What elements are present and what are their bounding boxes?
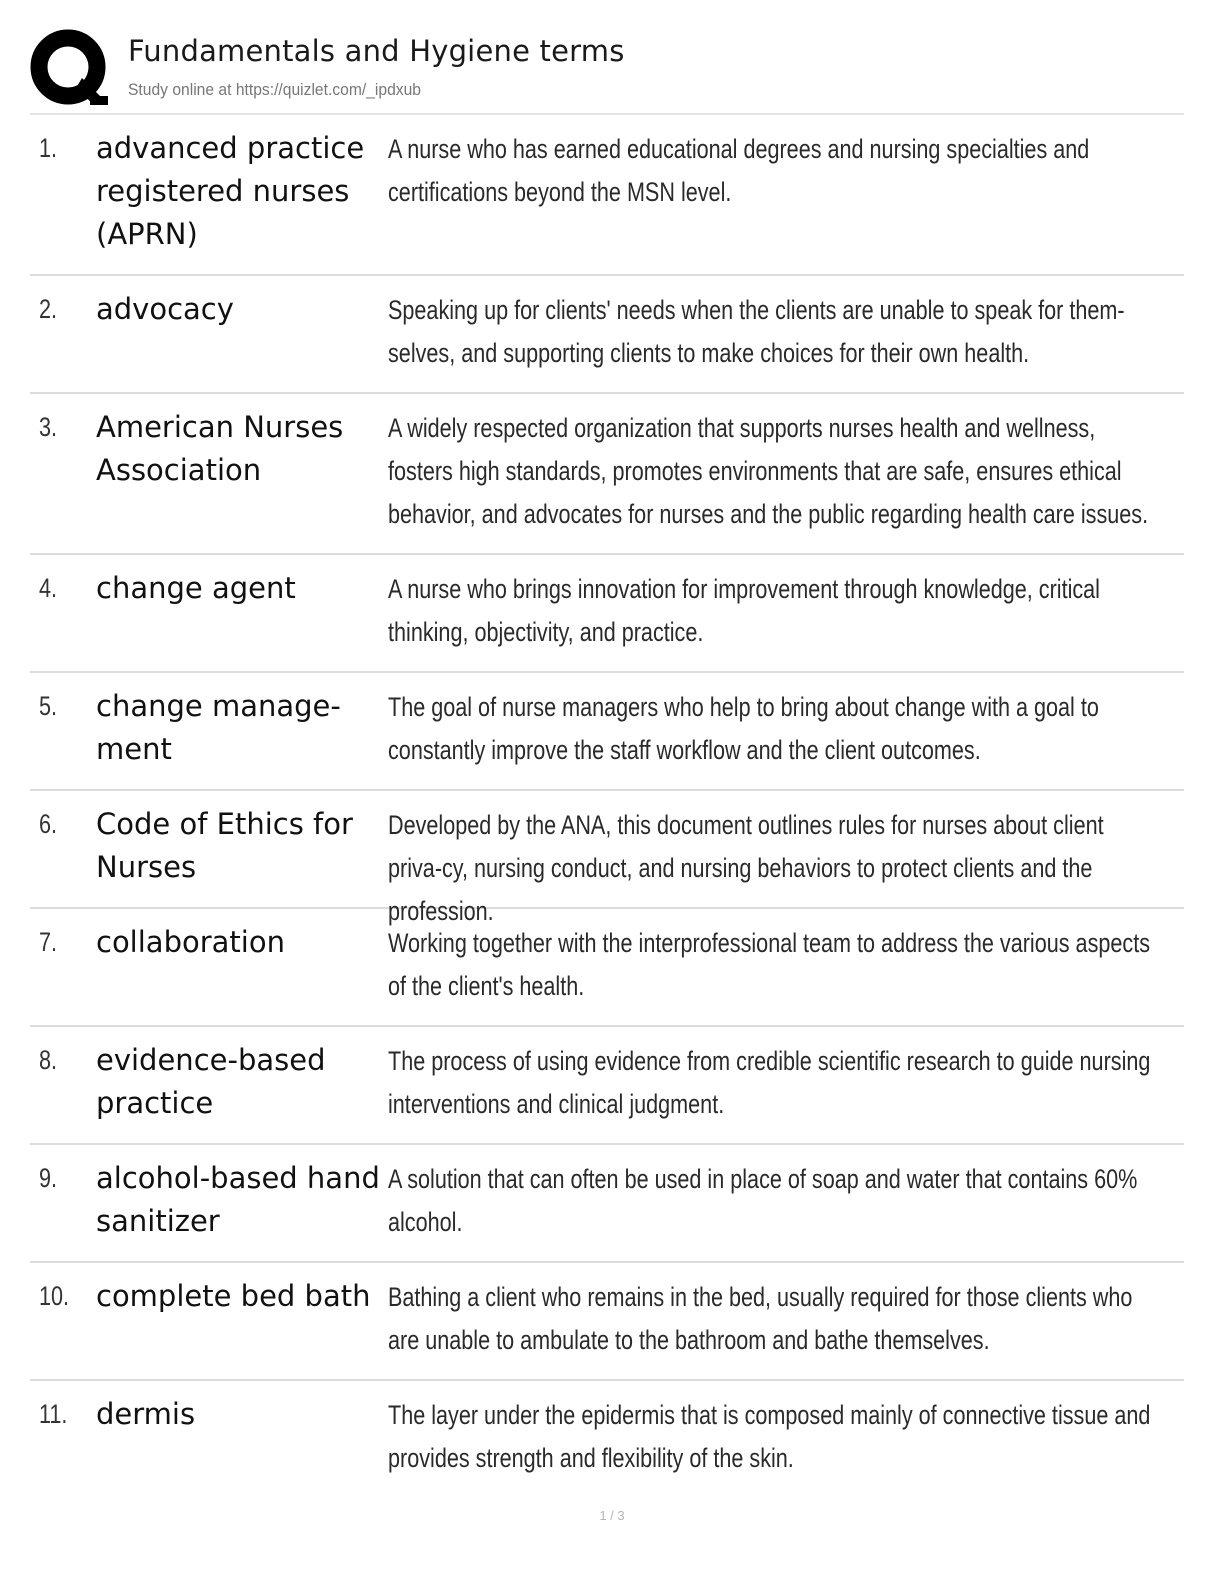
quizlet-q-logo-icon — [30, 28, 110, 108]
term-number: 1. — [39, 133, 58, 163]
term-definition-text: A widely respected organization that supports nurses health and wellness, fosters high standards, promotes environments that are safe, ensures ethical behavior, and advocates for nurses and the public regarding health care issues. — [388, 413, 1149, 529]
term-definition — [388, 1276, 1184, 1362]
term-title: change manage-ment — [96, 689, 341, 766]
term-definition-text: A solution that can often be used in place of soap and water that contains 60% alcohol. — [388, 1164, 1138, 1237]
term-definition-text: The process of using evidence from credible scientific research to guide nursing interventions and clinical judgment. — [388, 1046, 1151, 1119]
term-title: complete bed bath — [96, 1279, 371, 1313]
term-row — [30, 1263, 1184, 1381]
term-list — [30, 115, 1184, 1499]
term-definition — [388, 1394, 1184, 1480]
term-number: 8. — [39, 1045, 58, 1075]
term-row — [30, 909, 1184, 1027]
term-definition-text: Bathing a client who remains in the bed, usually required for those clients who are unable to ambulate to the bathroom and bathe themselves. — [388, 1282, 1133, 1355]
term-definition — [388, 407, 1184, 536]
term-row — [30, 791, 1184, 926]
page-header — [30, 28, 1184, 114]
term-definition-text: The goal of nurse managers who help to bring about change with a goal to constantly improve the staff workflow and the client outcomes. — [388, 692, 1099, 765]
term-title: dermis — [96, 1397, 196, 1431]
term-definition-text: Working together with the interprofessional team to address the various aspects of the client's health. — [388, 928, 1151, 1001]
term-number: 5. — [39, 691, 58, 721]
term-row — [30, 1145, 1184, 1263]
term-definition-text: The layer under the epidermis that is composed mainly of connective tissue and provides strength and flexibility of the skin. — [388, 1400, 1151, 1473]
term-number: 3. — [39, 412, 58, 442]
term-row — [30, 673, 1184, 791]
term-number: 4. — [39, 573, 58, 603]
term-title: change agent — [96, 571, 296, 605]
term-row — [30, 276, 1184, 394]
term-row — [30, 1381, 1184, 1499]
study-online-link[interactable]: Study online at https://quizlet.com/_ipdxub — [128, 80, 421, 99]
term-title: American Nurses Association — [96, 410, 344, 487]
term-definition-text: Speaking up for clients' needs when the clients are unable to speak for them-selves, and supporting clients to make choices for their own health. — [388, 295, 1125, 368]
term-definition-text: A nurse who brings innovation for improvement through knowledge, critical thinking, objectivity, and practice. — [388, 574, 1100, 647]
term-title: advocacy — [96, 292, 234, 326]
term-row — [30, 555, 1184, 673]
term-row — [30, 115, 1184, 276]
page-number: 1 / 3 — [599, 1508, 625, 1523]
term-title: alcohol-based hand sanitizer — [96, 1161, 380, 1238]
term-row — [30, 1027, 1184, 1145]
term-definition-text: A nurse who has earned educational degrees and nursing specialties and certifications beyond the MSN level. — [388, 134, 1090, 207]
term-title: advanced practice registered nurses (APRN) — [96, 131, 365, 251]
term-number: 10. — [39, 1281, 70, 1311]
term-title: collaboration — [96, 925, 285, 959]
term-definition — [388, 1158, 1184, 1244]
term-definition — [388, 686, 1184, 772]
term-definition-text: Developed by the ANA, this document outlines rules for nurses about client priva-cy, nursing conduct, and nursing behaviors to protect clients and the profession. — [388, 810, 1104, 926]
term-number: 9. — [39, 1163, 58, 1193]
term-number: 7. — [39, 927, 58, 957]
term-definition — [388, 289, 1184, 375]
term-definition — [388, 1040, 1184, 1126]
term-number: 6. — [39, 809, 58, 839]
term-number: 2. — [39, 294, 58, 324]
term-row — [30, 394, 1184, 555]
term-title: Code of Ethics for Nurses — [96, 807, 353, 884]
page-title: Fundamentals and Hygiene terms — [128, 34, 625, 68]
term-title: evidence-based practice — [96, 1043, 326, 1120]
term-definition — [388, 922, 1184, 1008]
term-definition — [388, 128, 1184, 214]
term-number: 11. — [39, 1399, 68, 1429]
term-definition — [388, 568, 1184, 654]
